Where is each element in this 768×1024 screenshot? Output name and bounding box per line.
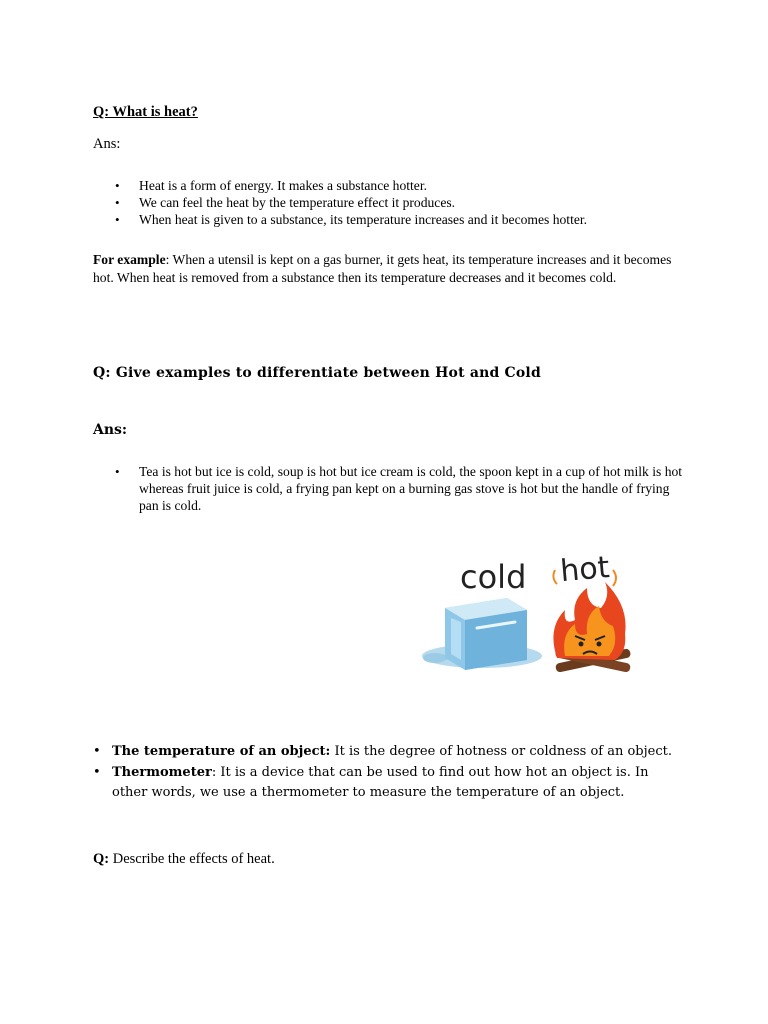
cold-hot-image xyxy=(415,548,645,688)
bullet: • xyxy=(115,464,120,479)
hot-cold-examples-list xyxy=(93,463,683,514)
definitions-list xyxy=(93,742,683,804)
list-item: • When heat is given to a substance, its temperature increases and it becomes hotter. xyxy=(115,212,588,227)
definition-term: The temperature of an object: xyxy=(112,744,331,759)
question-text: Describe the effects of heat. xyxy=(109,851,275,867)
cold-label: cold xyxy=(460,558,527,596)
question-effects-of-heat xyxy=(93,851,275,868)
definition-text: : It is a device that can be used to find out how hot an object is. In other words, we use a thermometer to measure the temperature of an object. xyxy=(112,764,649,800)
question-hot-cold: Q: Give examples to differentiate between Hot and Cold xyxy=(93,365,541,381)
question-prefix: Q: xyxy=(93,851,110,867)
answer-label-1: Ans: xyxy=(93,136,121,152)
list-item xyxy=(93,742,683,763)
list-item: • Heat is a form of energy. It makes a substance hotter. xyxy=(115,178,428,193)
example-paragraph xyxy=(93,251,673,286)
list-item xyxy=(93,763,683,804)
example-label: For example xyxy=(93,252,166,267)
example-text: : When a utensil is kept on a gas burner, it gets heat, its temperature increases and it becomes hot. When heat is removed from a substance then its temperature decreases and it becomes cold. xyxy=(93,252,672,285)
answer-label-2: Ans: xyxy=(93,422,128,438)
bullet: • xyxy=(115,195,120,210)
bullet: • xyxy=(115,212,120,227)
hot-label: hot xyxy=(558,550,611,590)
heat-facts-list xyxy=(93,177,693,228)
definition-text: It is the degree of hotness or coldness of an object. xyxy=(330,744,672,759)
list-item: • Tea is hot but ice is cold, soup is hot but ice cream is cold, the spoon kept in a cup of hot milk is hot whereas fruit juice is cold, a frying pan kept on a burning gas stove is hot but the handle of frying pan is cold. xyxy=(115,464,683,513)
definition-term: Thermometer xyxy=(112,764,212,780)
bullet: • xyxy=(115,178,120,193)
bullet: • xyxy=(93,744,101,759)
bullet: • xyxy=(93,764,101,780)
list-item: • We can feel the heat by the temperature effect it produces. xyxy=(115,195,456,210)
cold-hot-illustration xyxy=(415,548,645,688)
question-what-is-heat: Q: What is heat? xyxy=(93,104,198,120)
